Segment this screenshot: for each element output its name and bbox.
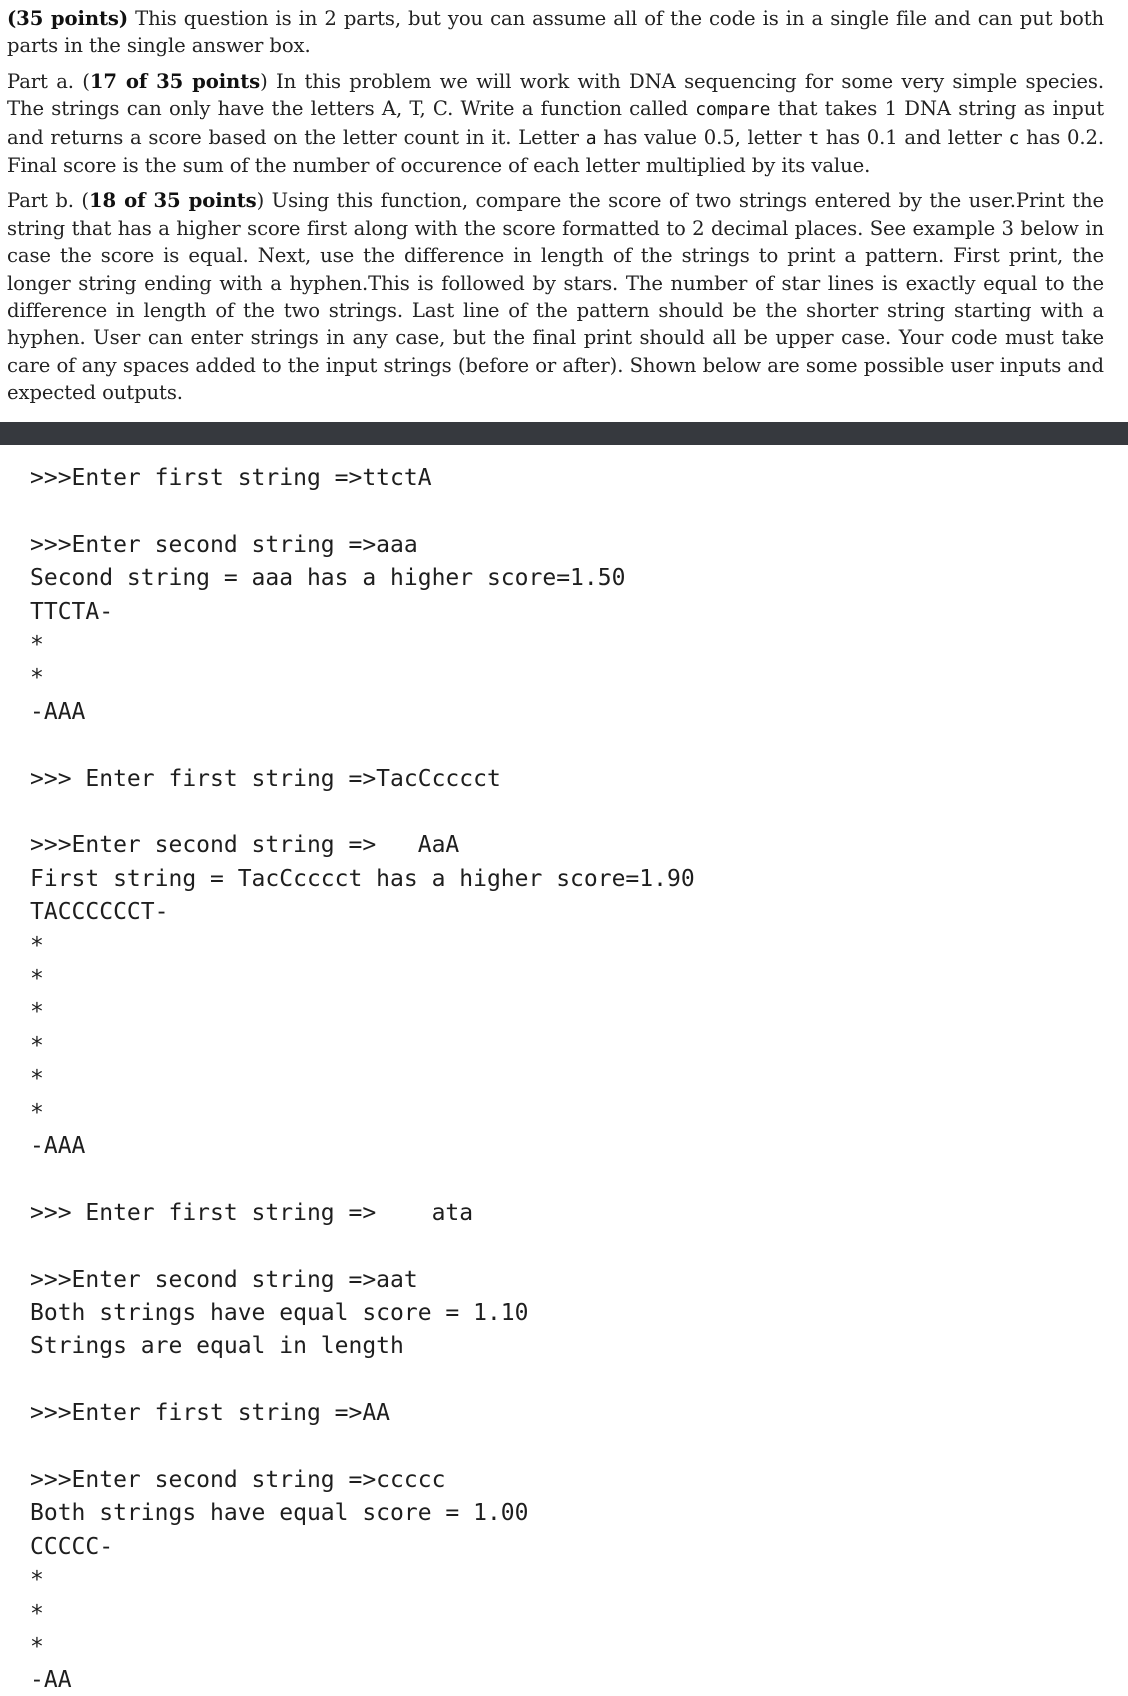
console-line: * bbox=[30, 966, 44, 992]
problem-statement bbox=[7, 5, 1104, 415]
part-a-text: that takes 1 DNA string as input and returns a score based on the letter count in it. Letter bbox=[7, 97, 1104, 149]
console-line: Both strings have equal score = 1.10 bbox=[30, 1300, 529, 1326]
console-line: CCCCC- bbox=[30, 1533, 114, 1560]
letter-t: t bbox=[808, 127, 820, 149]
console-line: TTCTA- bbox=[30, 598, 114, 625]
console-line: * bbox=[30, 632, 44, 658]
console-line: >>> Enter first string => ata bbox=[30, 1199, 474, 1226]
console-line: >>>Enter second string =>aaa bbox=[30, 531, 418, 558]
console-line: >>>Enter second string =>ccccc bbox=[30, 1467, 446, 1493]
console-line: TACCCCCCT- bbox=[30, 899, 169, 926]
part-a-text: has 0.2. Final score is the sum of the number of occurence of each letter multiplied by its value. bbox=[7, 125, 1105, 178]
section-divider bbox=[0, 422, 1128, 445]
console-line: * bbox=[30, 999, 44, 1026]
console-line: Strings are equal in length bbox=[30, 1333, 404, 1360]
console-line: -AAA bbox=[30, 698, 86, 725]
console-line: Both strings have equal score = 1.00 bbox=[30, 1500, 529, 1527]
letter-c: c bbox=[1008, 127, 1020, 149]
console-line: * bbox=[30, 1099, 44, 1126]
part-a-paragraph bbox=[7, 68, 1104, 180]
console-line: First string = TacCcccct has a higher score=1.90 bbox=[30, 865, 695, 892]
intro-paragraph bbox=[7, 5, 1104, 60]
intro-text: This question is in 2 parts, but you can assume all of the code is in a single file and can put both parts in the single answer box. bbox=[7, 7, 1104, 58]
part-a-text: ) In this problem we will work with DNA sequencing for some very simple species. The strings can only have the letters A, T, C. Write a function called bbox=[7, 69, 1105, 121]
function-name: compare bbox=[695, 99, 771, 121]
console-line: >>>Enter first string =>ttctA bbox=[30, 465, 432, 491]
part-a-text: has value 0.5, letter bbox=[596, 125, 809, 149]
part-b-paragraph bbox=[7, 187, 1104, 406]
console-line: >>>Enter second string => AaA bbox=[30, 832, 460, 859]
part-b-text: ) Using this function, compare the score of two strings entered by the user.Print the string that has a higher score first along with the score formatted to 2 decimal places. See example 3 below in case the score is equal. Next, use the difference in length of the strings to print a pattern. First print, the longer string ending with a hyphen.This is followed by stars. The number of star lines is exactly equal to the difference in length of the two strings. Last line of the pattern should be the shorter string starting with a hyphen. User can enter strings in any case, but the final print should all be upper case. Your code must take care of any spaces added to the input strings (before or after). Shown below are some possible user inputs and expected outputs. bbox=[7, 189, 1104, 405]
console-line: >>>Enter second string =>aat bbox=[30, 1266, 418, 1293]
part-b-points: 18 of 35 points bbox=[88, 189, 257, 213]
console-line: -AAA bbox=[30, 1133, 86, 1159]
console-line: >>>Enter first string =>AA bbox=[30, 1400, 391, 1427]
console-line: * bbox=[30, 1032, 44, 1059]
console-line: * bbox=[30, 932, 44, 959]
console-line: * bbox=[30, 1567, 44, 1594]
part-a-label: Part a. ( bbox=[7, 69, 90, 93]
console-line: * bbox=[30, 1600, 44, 1627]
part-a-text: has 0.1 and letter bbox=[819, 125, 1009, 149]
intro-points: (35 points) bbox=[7, 7, 129, 30]
console-line: * bbox=[30, 1066, 44, 1093]
part-a-points: 17 of 35 points bbox=[89, 69, 261, 93]
console-line: * bbox=[30, 1634, 44, 1660]
console-line: Second string = aaa has a higher score=1.50 bbox=[30, 565, 626, 592]
console-line: * bbox=[30, 665, 44, 692]
console-line: >>> Enter first string =>TacCcccct bbox=[30, 765, 501, 792]
part-b-label: Part b. ( bbox=[7, 189, 89, 213]
letter-a: a bbox=[585, 127, 597, 149]
console-line: -AA bbox=[30, 1667, 72, 1694]
